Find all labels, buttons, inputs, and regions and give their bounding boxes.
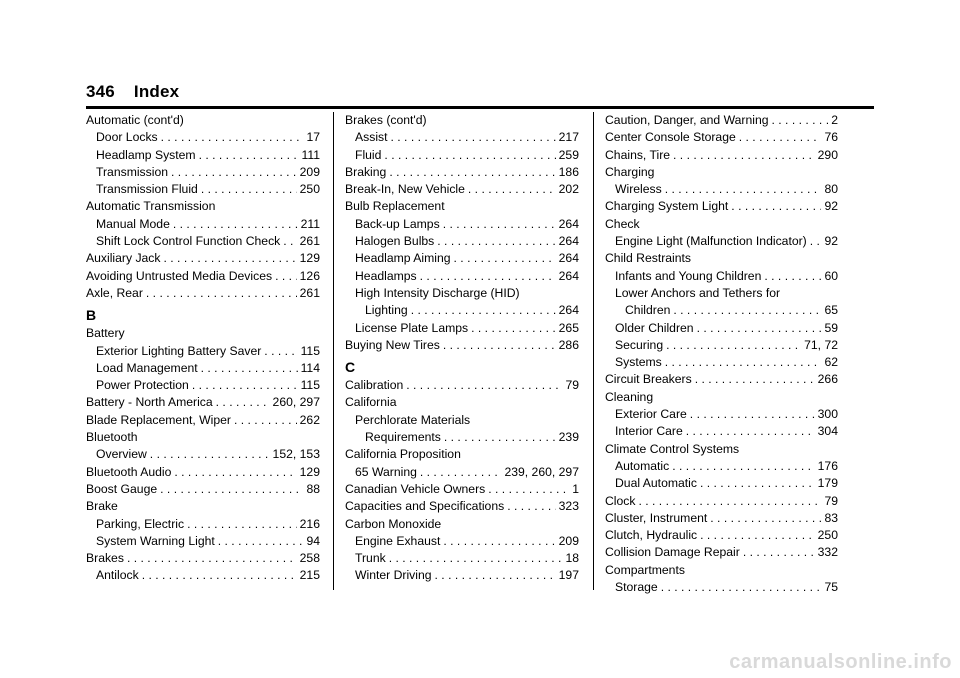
page-reference: 286 xyxy=(558,337,579,352)
dot-leader xyxy=(420,464,502,481)
index-heading xyxy=(345,112,579,129)
entry-term: Battery xyxy=(86,326,125,341)
page-reference: 129 xyxy=(299,464,320,479)
entry-term: Shift Lock Control Function Check xyxy=(96,234,281,249)
dot-leader xyxy=(146,285,297,302)
entry-term: Circuit Breakers xyxy=(605,372,692,387)
page-reference: 197 xyxy=(558,568,579,583)
dot-leader xyxy=(764,268,821,285)
entry-term: Check xyxy=(605,216,640,231)
entry-term: Battery - North America xyxy=(86,395,213,410)
page-reference: 18 xyxy=(565,551,579,566)
index-column-1 xyxy=(86,112,320,585)
index-entry xyxy=(345,320,579,337)
page-reference: 129 xyxy=(299,251,320,266)
page-reference: 94 xyxy=(306,533,320,548)
index-entry xyxy=(345,302,579,319)
dot-leader xyxy=(216,394,270,411)
entry-term: Perchlorate Materials xyxy=(355,412,471,427)
entry-term: Halogen Bulbs xyxy=(355,234,435,249)
page-reference: 115 xyxy=(300,378,320,393)
index-heading xyxy=(605,285,838,302)
index-heading xyxy=(605,389,838,406)
page-reference: 239, 260, 297 xyxy=(504,464,579,479)
dot-leader xyxy=(150,446,270,463)
index-heading xyxy=(345,198,579,215)
entry-term: Charging xyxy=(605,164,655,179)
page-reference: 75 xyxy=(824,580,838,595)
index-entry xyxy=(605,406,838,423)
index-entry xyxy=(86,377,320,394)
entry-term: Child Restraints xyxy=(605,251,692,266)
index-heading xyxy=(605,562,838,579)
page-reference: 264 xyxy=(558,251,579,266)
page-reference: 264 xyxy=(558,268,579,283)
index-heading xyxy=(605,250,838,267)
index-heading xyxy=(605,164,838,181)
dot-leader xyxy=(468,181,556,198)
page-reference: 79 xyxy=(824,493,838,508)
entry-term: Securing xyxy=(615,337,664,352)
entry-term: California xyxy=(345,395,397,410)
page-reference: 83 xyxy=(824,510,838,525)
dot-leader xyxy=(697,320,822,337)
dot-leader xyxy=(710,510,821,527)
column-divider-1 xyxy=(333,112,334,590)
index-entry xyxy=(605,354,838,371)
entry-term: Trunk xyxy=(355,551,386,566)
entry-term: Load Management xyxy=(96,360,198,375)
page-reference: 126 xyxy=(299,268,320,283)
entry-term: Headlamps xyxy=(355,268,417,283)
watermark-logo: carmanualsonline.info xyxy=(729,651,952,673)
dot-leader xyxy=(160,481,303,498)
index-entry xyxy=(605,268,838,285)
entry-term: Cleaning xyxy=(605,389,654,404)
page-reference: 266 xyxy=(817,372,838,387)
dot-leader xyxy=(384,147,555,164)
index-entry xyxy=(345,147,579,164)
entry-term: Auxiliary Jack xyxy=(86,251,161,266)
page-reference: 80 xyxy=(824,182,838,197)
dot-leader xyxy=(507,498,555,515)
page-reference: 262 xyxy=(299,412,320,427)
page-reference: 250 xyxy=(817,528,838,543)
entry-term: Door Locks xyxy=(96,130,158,145)
dot-leader xyxy=(443,337,556,354)
index-entry xyxy=(345,377,579,394)
index-entry xyxy=(605,302,838,319)
entry-term: Requirements xyxy=(365,430,441,445)
dot-leader xyxy=(638,493,821,510)
index-entry xyxy=(86,129,320,146)
page-reference: 264 xyxy=(558,216,579,231)
entry-term: Storage xyxy=(615,580,658,595)
index-entry xyxy=(605,493,838,510)
page-reference: 92 xyxy=(824,234,838,249)
page-reference: 211 xyxy=(300,216,320,231)
index-entry xyxy=(86,533,320,550)
entry-term: Center Console Storage xyxy=(605,130,736,145)
entry-term: Infants and Young Children xyxy=(615,268,762,283)
entry-term: Lighting xyxy=(365,303,408,318)
index-entry xyxy=(86,446,320,463)
page-reference: 59 xyxy=(824,320,838,335)
page-reference: 88 xyxy=(306,481,320,496)
entry-term: Clutch, Hydraulic xyxy=(605,528,698,543)
page-reference: 300 xyxy=(817,407,838,422)
entry-term: License Plate Lamps xyxy=(355,320,469,335)
dot-leader xyxy=(389,550,563,567)
dot-leader xyxy=(142,567,297,584)
index-entry xyxy=(605,181,838,198)
entry-term: Compartments xyxy=(605,562,685,577)
page-header xyxy=(86,82,179,102)
dot-leader xyxy=(444,429,556,446)
dot-leader xyxy=(127,550,297,567)
index-entry xyxy=(86,268,320,285)
entry-term: Manual Mode xyxy=(96,216,170,231)
page-reference: 2 xyxy=(831,113,838,127)
page-reference: 261 xyxy=(299,234,320,249)
index-entry xyxy=(345,181,579,198)
dot-leader xyxy=(275,268,297,285)
entry-term: Automatic (cont'd) xyxy=(86,113,184,127)
entry-term: California Proposition xyxy=(345,447,461,462)
dot-leader xyxy=(695,371,815,388)
index-entry xyxy=(605,198,838,215)
index-heading xyxy=(86,429,320,446)
page-reference: 239 xyxy=(558,430,579,445)
dot-leader xyxy=(192,377,298,394)
index-entry xyxy=(605,129,838,146)
index-entry xyxy=(86,516,320,533)
entry-term: Exterior Lighting Battery Saver xyxy=(96,343,262,358)
index-entry xyxy=(345,429,579,446)
entry-term: Systems xyxy=(615,355,662,370)
entry-term: Chains, Tire xyxy=(605,147,671,162)
page-reference: 209 xyxy=(299,164,320,179)
index-entry xyxy=(86,343,320,360)
dot-leader xyxy=(700,527,815,544)
index-entry xyxy=(605,320,838,337)
page-reference: 114 xyxy=(300,360,320,375)
entry-term: Capacities and Specifications xyxy=(345,499,505,514)
page-reference: 62 xyxy=(824,355,838,370)
page-reference: 217 xyxy=(558,130,579,145)
section-letter: C xyxy=(345,359,356,376)
index-entry xyxy=(605,475,838,492)
index-entry xyxy=(345,481,579,498)
section-letter: B xyxy=(86,307,97,324)
index-heading xyxy=(86,198,320,215)
entry-term: Back-up Lamps xyxy=(355,216,440,231)
dot-leader xyxy=(411,302,556,319)
dot-leader xyxy=(187,516,297,533)
dot-leader xyxy=(665,181,822,198)
index-column-3 xyxy=(605,112,838,596)
dot-leader xyxy=(406,377,562,394)
page-reference: 264 xyxy=(558,303,579,318)
index-heading xyxy=(86,325,320,342)
entry-term: Collision Damage Repair xyxy=(605,545,740,560)
entry-term: Buying New Tires xyxy=(345,337,440,352)
index-entry xyxy=(86,250,320,267)
index-heading xyxy=(86,498,320,515)
entry-term: Automatic xyxy=(615,458,670,473)
dot-leader xyxy=(772,112,829,129)
index-entry xyxy=(86,181,320,198)
entry-term: Winter Driving xyxy=(355,568,432,583)
entry-term: Transmission Fluid xyxy=(96,182,198,197)
dot-leader xyxy=(443,533,555,550)
index-entry xyxy=(345,337,579,354)
dot-leader xyxy=(171,164,297,181)
dot-leader xyxy=(673,147,815,164)
page-reference: 261 xyxy=(299,285,320,300)
index-entry xyxy=(345,216,579,233)
index-entry xyxy=(345,250,579,267)
entry-term: Boost Gauge xyxy=(86,481,158,496)
index-heading xyxy=(605,216,838,233)
page-reference: 115 xyxy=(300,343,320,358)
index-heading xyxy=(345,516,579,533)
index-entry xyxy=(345,550,579,567)
dot-leader xyxy=(218,533,304,550)
entry-term: Canadian Vehicle Owners xyxy=(345,481,486,496)
page-reference: 17 xyxy=(306,130,320,145)
entry-term: Parking, Electric xyxy=(96,516,185,531)
index-entry xyxy=(345,233,579,250)
page-reference: 259 xyxy=(558,147,579,162)
entry-term: Break-In, New Vehicle xyxy=(345,182,465,197)
dot-leader xyxy=(173,216,298,233)
page-reference: 260, 297 xyxy=(272,395,320,410)
entry-term: Clock xyxy=(605,493,636,508)
page-reference: 111 xyxy=(301,147,320,162)
page-reference: 79 xyxy=(565,378,579,393)
dot-leader xyxy=(174,464,296,481)
page-reference: 60 xyxy=(824,268,838,283)
entry-term: Wireless xyxy=(615,182,662,197)
entry-term: Brake xyxy=(86,499,118,514)
index-entry xyxy=(86,464,320,481)
entry-term: Lower Anchors and Tethers for xyxy=(615,285,781,300)
dot-leader xyxy=(743,544,815,561)
index-entry xyxy=(605,112,838,129)
entry-term: System Warning Light xyxy=(96,533,215,548)
dot-leader xyxy=(264,343,297,360)
dot-leader xyxy=(201,181,297,198)
index-heading xyxy=(345,394,579,411)
entry-term: Caution, Danger, and Warning xyxy=(605,113,769,127)
page-title: Index xyxy=(133,82,180,101)
dot-leader xyxy=(420,268,556,285)
index-entry xyxy=(86,550,320,567)
entry-term: Interior Care xyxy=(615,424,683,439)
page-reference: 250 xyxy=(299,182,320,197)
page-reference: 76 xyxy=(824,130,838,145)
page-reference: 332 xyxy=(817,545,838,560)
page-reference: 186 xyxy=(558,164,579,179)
index-entry xyxy=(345,164,579,181)
entry-term: Carbon Monoxide xyxy=(345,516,442,531)
dot-leader xyxy=(673,302,821,319)
entry-term: Transmission xyxy=(96,164,169,179)
page-reference: 179 xyxy=(817,476,838,491)
index-heading xyxy=(345,446,579,463)
dot-leader xyxy=(666,337,801,354)
dot-leader xyxy=(686,423,815,440)
dot-leader xyxy=(199,147,299,164)
dot-leader xyxy=(672,458,814,475)
entry-term: Headlamp System xyxy=(96,147,196,162)
page-reference: 290 xyxy=(817,147,838,162)
entry-term: Cluster, Instrument xyxy=(605,510,708,525)
page-reference: 323 xyxy=(558,499,579,514)
dot-leader xyxy=(389,164,555,181)
entry-term: Braking xyxy=(345,164,387,179)
entry-term: Brakes xyxy=(86,551,124,566)
entry-term: Assist xyxy=(355,130,388,145)
page-reference: 265 xyxy=(558,320,579,335)
dot-leader xyxy=(234,412,297,429)
dot-leader xyxy=(201,360,298,377)
index-heading xyxy=(605,441,838,458)
dot-leader xyxy=(700,475,815,492)
entry-term: Bluetooth xyxy=(86,430,138,445)
entry-term: Overview xyxy=(96,447,147,462)
entry-term: Headlamp Aiming xyxy=(355,251,451,266)
index-entry xyxy=(605,510,838,527)
index-heading xyxy=(86,112,320,129)
page-reference: 176 xyxy=(817,458,838,473)
entry-term: Charging System Light xyxy=(605,199,729,214)
index-entry xyxy=(345,567,579,584)
index-entry xyxy=(345,498,579,515)
index-entry xyxy=(86,481,320,498)
entry-term: Antilock xyxy=(96,568,139,583)
entry-term: Engine Light (Malfunction Indicator) xyxy=(615,234,807,249)
index-entry xyxy=(605,371,838,388)
index-entry xyxy=(86,567,320,584)
entry-term: Calibration xyxy=(345,378,404,393)
index-entry xyxy=(86,394,320,411)
index-entry xyxy=(86,164,320,181)
page-number: 346 xyxy=(86,82,115,101)
dot-leader xyxy=(164,250,297,267)
entry-term: Older Children xyxy=(615,320,694,335)
index-entry xyxy=(86,233,320,250)
entry-term: Engine Exhaust xyxy=(355,533,441,548)
index-entry xyxy=(605,147,838,164)
dot-leader xyxy=(661,579,822,596)
index-entry xyxy=(605,579,838,596)
page-reference: 71, 72 xyxy=(804,337,838,352)
dot-leader xyxy=(488,481,569,498)
index-entry xyxy=(605,337,838,354)
index-entry xyxy=(345,464,579,481)
dot-leader xyxy=(731,198,821,215)
entry-term: Climate Control Systems xyxy=(605,441,740,456)
index-entry xyxy=(345,129,579,146)
index-entry xyxy=(86,412,320,429)
index-entry xyxy=(605,233,838,250)
index-entry xyxy=(605,527,838,544)
entry-term: Automatic Transmission xyxy=(86,199,216,214)
entry-term: Brakes (cont'd) xyxy=(345,113,427,127)
index-entry xyxy=(86,147,320,164)
entry-term: Fluid xyxy=(355,147,382,162)
page-reference: 304 xyxy=(817,424,838,439)
index-entry xyxy=(605,544,838,561)
page-reference: 65 xyxy=(824,303,838,318)
page-reference: 152, 153 xyxy=(272,447,320,462)
entry-term: Avoiding Untrusted Media Devices xyxy=(86,268,273,283)
dot-leader xyxy=(437,233,555,250)
dot-leader xyxy=(665,354,822,371)
entry-term: Exterior Care xyxy=(615,407,687,422)
page-reference: 216 xyxy=(299,516,320,531)
entry-term: Dual Automatic xyxy=(615,476,697,491)
index-entry xyxy=(605,458,838,475)
entry-term: Children xyxy=(625,303,671,318)
page-reference: 264 xyxy=(558,234,579,249)
entry-term: Axle, Rear xyxy=(86,285,143,300)
dot-leader xyxy=(739,129,822,146)
dot-leader xyxy=(454,250,556,267)
dot-leader xyxy=(443,216,556,233)
index-entry xyxy=(86,360,320,377)
index-entry xyxy=(86,285,320,302)
index-entry xyxy=(86,216,320,233)
dot-leader xyxy=(471,320,556,337)
entry-term: High Intensity Discharge (HID) xyxy=(355,285,520,300)
page-reference: 258 xyxy=(299,551,320,566)
index-column-2 xyxy=(345,112,579,585)
page-reference: 215 xyxy=(299,568,320,583)
index-entry xyxy=(605,423,838,440)
dot-leader xyxy=(810,233,822,250)
page-reference: 209 xyxy=(558,533,579,548)
dot-leader xyxy=(391,129,556,146)
entry-term: Bluetooth Audio xyxy=(86,464,172,479)
header-rule xyxy=(86,106,874,109)
page-reference: 92 xyxy=(824,199,838,214)
page-reference: 202 xyxy=(558,182,579,197)
entry-term: Power Protection xyxy=(96,378,189,393)
dot-leader xyxy=(690,406,815,423)
index-entry xyxy=(345,268,579,285)
entry-term: Blade Replacement, Wiper xyxy=(86,412,231,427)
column-divider-2 xyxy=(593,112,594,590)
dot-leader xyxy=(435,567,556,584)
index-heading xyxy=(345,412,579,429)
index-entry xyxy=(345,533,579,550)
page-reference: 1 xyxy=(572,481,579,496)
entry-term: Bulb Replacement xyxy=(345,199,445,214)
dot-leader xyxy=(161,129,304,146)
dot-leader xyxy=(283,233,296,250)
index-heading xyxy=(345,285,579,302)
entry-term: 65 Warning xyxy=(355,464,417,479)
